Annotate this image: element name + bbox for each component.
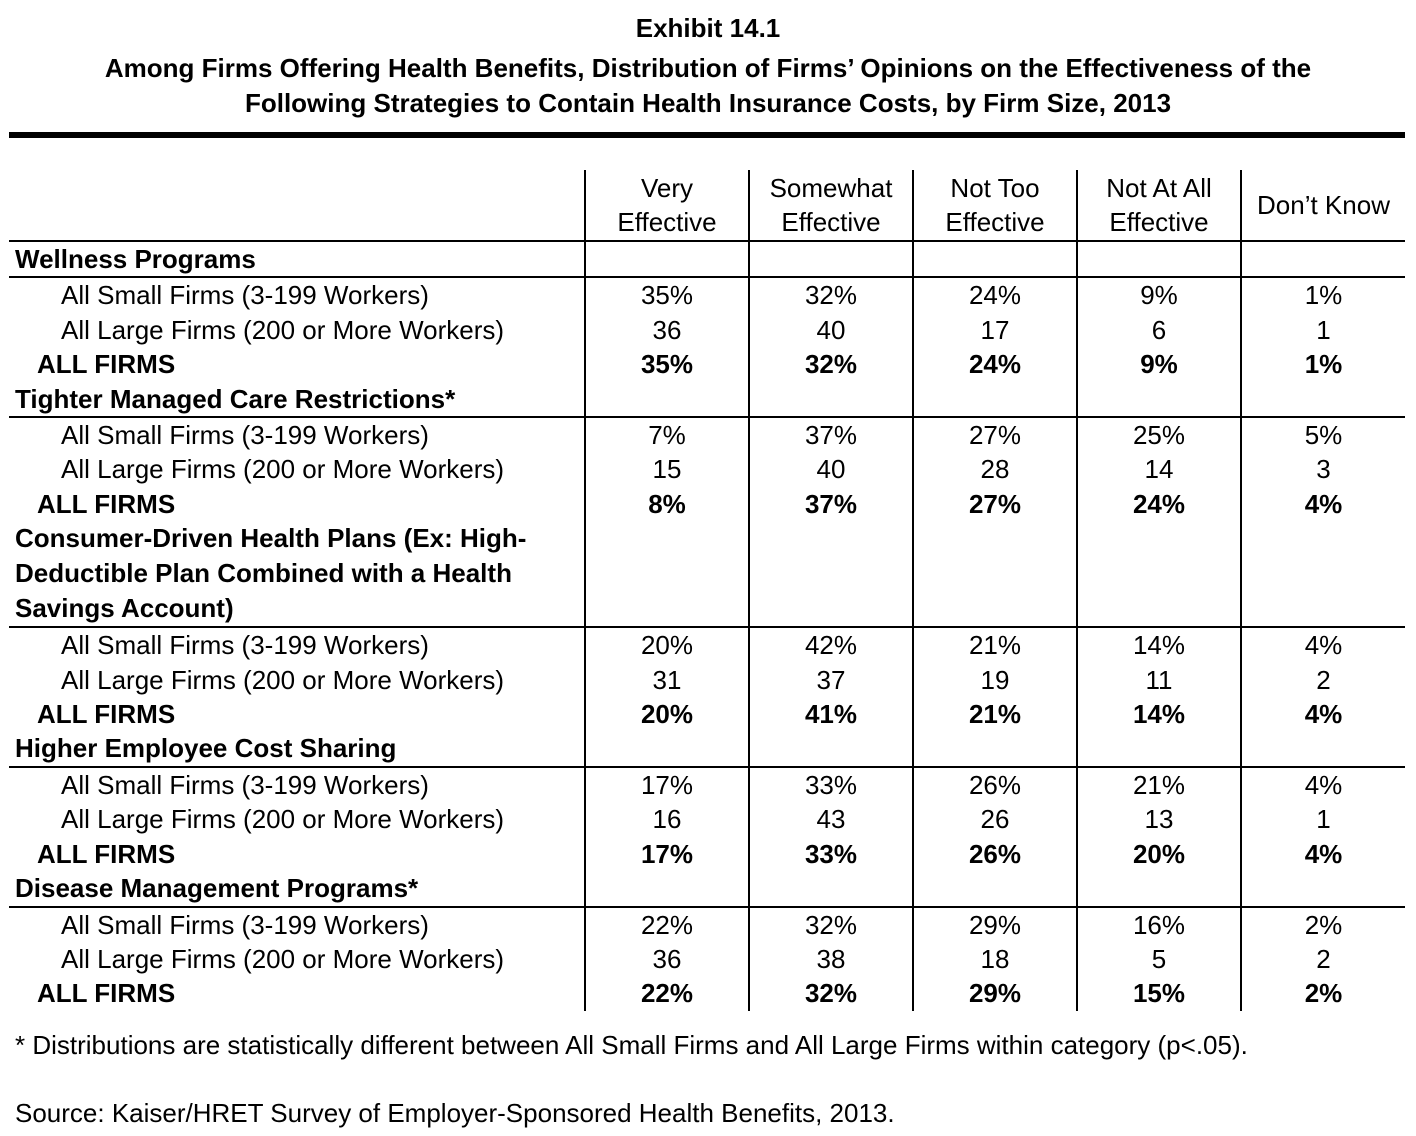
value-cell: 1%	[1241, 347, 1405, 381]
value-cell: 9%	[1077, 347, 1241, 381]
row-label: All Large Firms (200 or More Workers)	[61, 454, 505, 485]
value-cell: 29%	[913, 907, 1077, 942]
value-cell: 37%	[749, 417, 913, 452]
value-cell: 8%	[585, 487, 749, 521]
value-cell: 33%	[749, 767, 913, 802]
value-cell: 16%	[1077, 907, 1241, 942]
value-cell: 27%	[913, 417, 1077, 452]
section-header-row	[9, 382, 1405, 417]
all-firms-row	[9, 697, 1405, 731]
header-row	[9, 170, 1405, 241]
row-label: ALL FIRMS	[37, 978, 176, 1009]
row-label: All Small Firms (3-199 Workers)	[61, 420, 429, 451]
value-cell: 35%	[585, 347, 749, 381]
value-cell: 32%	[749, 976, 913, 1010]
value-cell: 18	[913, 942, 1077, 976]
value-cell: 32%	[749, 907, 913, 942]
value-cell: 21%	[1077, 767, 1241, 802]
empty-cell	[913, 382, 1077, 417]
value-cell: 40	[749, 313, 913, 347]
value-cell: 31	[585, 663, 749, 697]
empty-cell	[1077, 731, 1241, 766]
value-cell: 1%	[1241, 277, 1405, 312]
row-label: All Large Firms (200 or More Workers)	[61, 804, 505, 835]
empty-cell	[1077, 382, 1241, 417]
value-cell: 36	[585, 942, 749, 976]
table-row	[9, 313, 1405, 347]
value-cell: 1	[1241, 313, 1405, 347]
empty-cell	[585, 241, 749, 277]
top-rule	[9, 132, 1405, 138]
section-label: Consumer-Driven Health Plans (Ex: High-Deductible Plan Combined with a Health Savings Account)	[9, 521, 585, 627]
value-cell: 22%	[585, 907, 749, 942]
value-cell: 4%	[1241, 627, 1405, 662]
source-note: Source: Kaiser/HRET Survey of Employer-Sponsored Health Benefits, 2013.	[15, 1098, 895, 1128]
all-firms-row	[9, 837, 1405, 871]
row-label: ALL FIRMS	[37, 488, 176, 519]
section-header-row	[9, 521, 1405, 627]
empty-cell	[585, 871, 749, 906]
value-cell: 24%	[913, 347, 1077, 381]
footnote: * Distributions are statistically different between All Small Firms and All Large Firms within category (p<.05).	[15, 1030, 1248, 1060]
column-header: Somewhat Effective	[749, 170, 913, 241]
row-label: All Small Firms (3-199 Workers)	[61, 280, 429, 311]
value-cell: 14%	[1077, 697, 1241, 731]
empty-cell	[585, 521, 749, 627]
value-cell: 37%	[749, 487, 913, 521]
value-cell: 22%	[585, 976, 749, 1010]
empty-cell	[1241, 241, 1405, 277]
section-label: Disease Management Programs*	[9, 871, 585, 906]
value-cell: 21%	[913, 627, 1077, 662]
empty-cell	[749, 241, 913, 277]
title-line-1: Among Firms Offering Health Benefits, Distribution of Firms’ Opinions on the Effectiveness of the	[104, 53, 1312, 83]
column-header: Don’t Know	[1241, 170, 1405, 241]
value-cell: 17	[913, 313, 1077, 347]
row-label: All Large Firms (200 or More Workers)	[61, 664, 505, 695]
section-header-row	[9, 241, 1405, 277]
empty-cell	[749, 731, 913, 766]
empty-cell	[585, 731, 749, 766]
row-label: ALL FIRMS	[37, 699, 176, 730]
empty-cell	[1241, 382, 1405, 417]
value-cell: 1	[1241, 802, 1405, 836]
table-row	[9, 627, 1405, 662]
value-cell: 27%	[913, 487, 1077, 521]
value-cell: 5	[1077, 942, 1241, 976]
value-cell: 43	[749, 802, 913, 836]
section-label: Higher Employee Cost Sharing	[9, 731, 585, 766]
section-label: Wellness Programs	[9, 241, 585, 277]
value-cell: 24%	[1077, 487, 1241, 521]
empty-cell	[1077, 241, 1241, 277]
effectiveness-table	[9, 170, 1405, 1011]
value-cell: 9%	[1077, 277, 1241, 312]
value-cell: 35%	[585, 277, 749, 312]
value-cell: 2%	[1241, 907, 1405, 942]
all-firms-row	[9, 347, 1405, 381]
title-line-2: Following Strategies to Contain Health Insurance Costs, by Firm Size, 2013	[244, 88, 1172, 118]
all-firms-row	[9, 487, 1405, 521]
value-cell: 32%	[749, 347, 913, 381]
row-label: ALL FIRMS	[37, 838, 176, 869]
value-cell: 3	[1241, 452, 1405, 486]
value-cell: 25%	[1077, 417, 1241, 452]
value-cell: 24%	[913, 277, 1077, 312]
value-cell: 41%	[749, 697, 913, 731]
section-header-row	[9, 871, 1405, 906]
value-cell: 26%	[913, 767, 1077, 802]
value-cell: 15%	[1077, 976, 1241, 1010]
value-cell: 20%	[585, 697, 749, 731]
value-cell: 5%	[1241, 417, 1405, 452]
empty-cell	[913, 871, 1077, 906]
empty-cell	[585, 382, 749, 417]
table-row	[9, 452, 1405, 486]
row-label: All Small Firms (3-199 Workers)	[61, 909, 429, 940]
value-cell: 36	[585, 313, 749, 347]
empty-cell	[749, 521, 913, 627]
value-cell: 2	[1241, 942, 1405, 976]
section-header-row	[9, 731, 1405, 766]
value-cell: 37	[749, 663, 913, 697]
value-cell: 20%	[585, 627, 749, 662]
value-cell: 4%	[1241, 767, 1405, 802]
table-row	[9, 417, 1405, 452]
table-row	[9, 767, 1405, 802]
value-cell: 6	[1077, 313, 1241, 347]
column-header: Not Too Effective	[913, 170, 1077, 241]
value-cell: 40	[749, 452, 913, 486]
row-label: All Small Firms (3-199 Workers)	[61, 630, 429, 661]
table-row	[9, 277, 1405, 312]
empty-cell	[1241, 871, 1405, 906]
empty-cell	[913, 731, 1077, 766]
value-cell: 4%	[1241, 487, 1405, 521]
empty-cell	[913, 521, 1077, 627]
table-row	[9, 802, 1405, 836]
all-firms-row	[9, 976, 1405, 1010]
value-cell: 11	[1077, 663, 1241, 697]
value-cell: 2%	[1241, 976, 1405, 1010]
column-header: Not At All Effective	[1077, 170, 1241, 241]
value-cell: 4%	[1241, 837, 1405, 871]
value-cell: 38	[749, 942, 913, 976]
exhibit-number: Exhibit 14.1	[635, 13, 781, 43]
empty-cell	[1241, 731, 1405, 766]
value-cell: 2	[1241, 663, 1405, 697]
value-cell: 16	[585, 802, 749, 836]
value-cell: 15	[585, 452, 749, 486]
value-cell: 14%	[1077, 627, 1241, 662]
row-label: All Small Firms (3-199 Workers)	[61, 769, 429, 800]
value-cell: 4%	[1241, 697, 1405, 731]
value-cell: 33%	[749, 837, 913, 871]
value-cell: 26%	[913, 837, 1077, 871]
table-row	[9, 942, 1405, 976]
row-label: All Large Firms (200 or More Workers)	[61, 314, 505, 345]
value-cell: 42%	[749, 627, 913, 662]
value-cell: 26	[913, 802, 1077, 836]
value-cell: 17%	[585, 767, 749, 802]
column-header: Very Effective	[585, 170, 749, 241]
value-cell: 20%	[1077, 837, 1241, 871]
value-cell: 13	[1077, 802, 1241, 836]
empty-cell	[1241, 521, 1405, 627]
empty-cell	[1077, 521, 1241, 627]
value-cell: 28	[913, 452, 1077, 486]
table-row	[9, 663, 1405, 697]
table-row	[9, 907, 1405, 942]
empty-cell	[1077, 871, 1241, 906]
row-label: ALL FIRMS	[37, 349, 176, 380]
empty-cell	[749, 871, 913, 906]
header-blank	[9, 170, 585, 241]
value-cell: 29%	[913, 976, 1077, 1010]
empty-cell	[749, 382, 913, 417]
row-label: All Large Firms (200 or More Workers)	[61, 943, 505, 974]
value-cell: 17%	[585, 837, 749, 871]
value-cell: 19	[913, 663, 1077, 697]
value-cell: 21%	[913, 697, 1077, 731]
value-cell: 7%	[585, 417, 749, 452]
value-cell: 14	[1077, 452, 1241, 486]
empty-cell	[913, 241, 1077, 277]
section-label: Tighter Managed Care Restrictions*	[9, 382, 585, 417]
value-cell: 32%	[749, 277, 913, 312]
